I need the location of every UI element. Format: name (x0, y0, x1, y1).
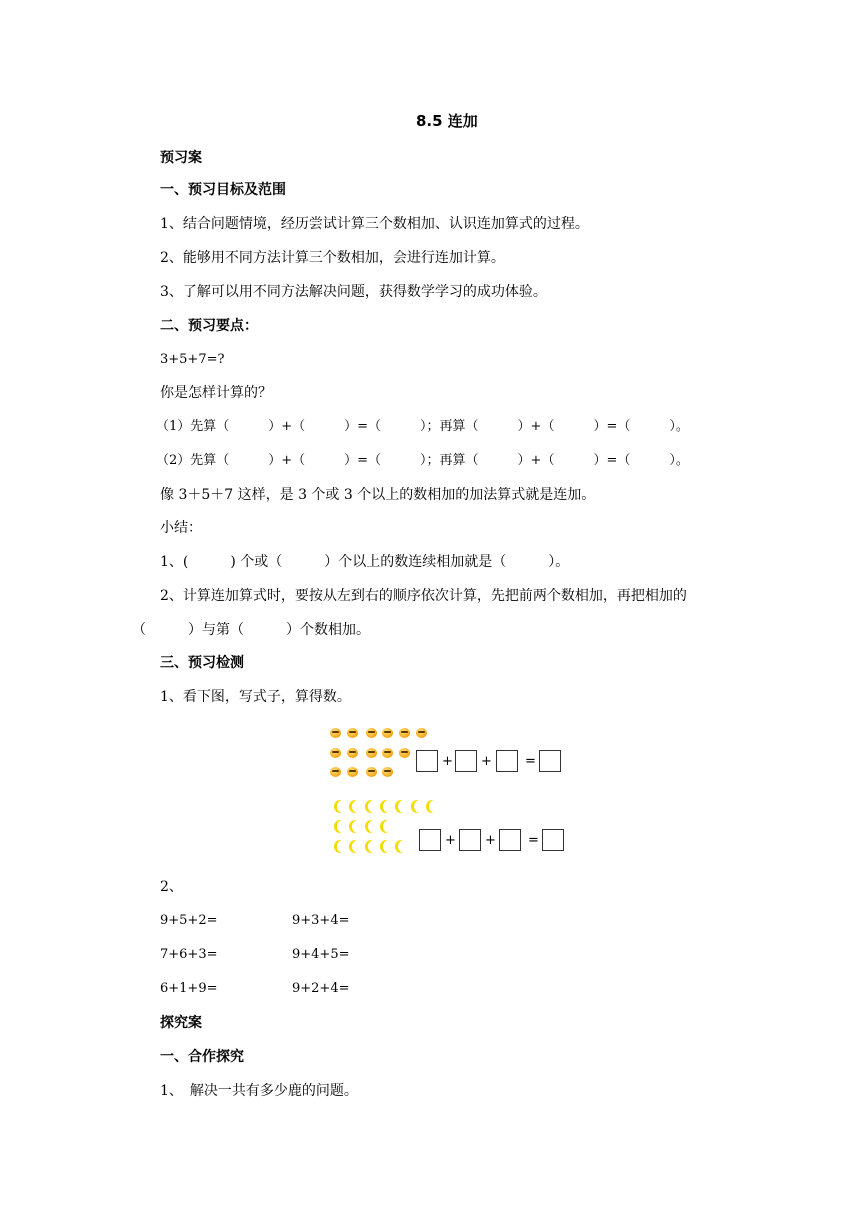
exercise: 9+3+4= (292, 913, 350, 928)
moon-icon (383, 800, 395, 813)
check-question-2: 2、 (160, 879, 183, 895)
sun-icon (366, 748, 377, 758)
sun-icon (347, 728, 358, 738)
answer-box[interactable] (499, 829, 521, 851)
section-heading: 二、预习要点： (160, 318, 258, 334)
preview-heading: 预习案 (160, 150, 202, 166)
page-title: 8.5 连加 (416, 112, 478, 130)
moon-icon (398, 840, 410, 853)
summary-2a: 2、计算连加算式时，要按从左到右的顺序依次计算，先把前两个数相加，再把相加的 (160, 588, 687, 604)
goal-item: 1、结合问题情境，经历尝试计算三个数相加、认识连加算式的过程。 (160, 216, 589, 232)
exercise: 6+1+9= (160, 981, 218, 996)
section-heading: 三、预习检测 (160, 655, 244, 671)
goal-item: 3、了解可以用不同方法解决问题，获得数学学习的成功体验。 (160, 284, 547, 300)
explore-heading: 探究案 (160, 1015, 202, 1031)
moon-icon (337, 840, 349, 853)
sun-icon (416, 728, 427, 738)
answer-box[interactable] (496, 750, 518, 772)
answer-box[interactable] (419, 829, 441, 851)
plus-sign: + (481, 754, 492, 769)
goal-item: 2、能够用不同方法计算三个数相加，会进行连加计算。 (160, 250, 505, 266)
equals-sign: = (525, 754, 536, 769)
sun-icon (382, 748, 393, 758)
moon-icon (352, 800, 364, 813)
question: 你是怎样计算的？ (160, 385, 272, 401)
exercise: 9+4+5= (292, 947, 350, 962)
answer-box[interactable] (539, 750, 561, 772)
plus-sign: + (485, 833, 496, 848)
answer-box[interactable] (459, 829, 481, 851)
moon-icon (352, 820, 364, 833)
moon-icon (383, 820, 395, 833)
answer-box[interactable] (542, 829, 564, 851)
method-2: （2）先算（ ）+（ ）=（ ）；再算（ ）+（ ）=（ ）。 (156, 453, 689, 468)
section-heading: 一、合作探究 (160, 1049, 244, 1065)
exercise: 9+2+4= (292, 981, 350, 996)
answer-box[interactable] (416, 750, 438, 772)
equation: 3+5+7=? (160, 352, 225, 367)
moon-icon (368, 840, 380, 853)
plus-sign: + (442, 754, 453, 769)
moon-icon (337, 800, 349, 813)
method-1: （1）先算（ ）+（ ）=（ ）；再算（ ）+（ ）=（ ）。 (156, 419, 689, 434)
sun-icon (330, 748, 341, 758)
explore-item: 1、 解决一共有多少鹿的问题。 (160, 1083, 358, 1099)
sun-icon (330, 728, 341, 738)
sun-icon (347, 767, 358, 777)
moon-icon (383, 840, 395, 853)
sun-icon (347, 748, 358, 758)
sun-icon (330, 767, 341, 777)
sun-icon (366, 728, 377, 738)
exercise: 9+5+2= (160, 913, 218, 928)
summary-1: 1、( ) 个或（ ）个以上的数连续相加就是（ ）。 (160, 554, 570, 570)
moon-icon (414, 800, 426, 813)
definition: 像 3＋5＋7 这样，是 3 个或 3 个以上的数相加的加法算式就是连加。 (160, 487, 596, 503)
equals-sign: = (528, 833, 539, 848)
moon-icon (352, 840, 364, 853)
answer-box[interactable] (455, 750, 477, 772)
sun-icon (382, 728, 393, 738)
summary-label: 小结： (160, 520, 202, 536)
sun-icon (366, 767, 377, 777)
moon-icon (429, 800, 441, 813)
suns-figure (326, 726, 576, 782)
moons-figure (330, 800, 580, 856)
moon-icon (368, 820, 380, 833)
summary-2b: （ ）与第（ ）个数相加。 (132, 622, 370, 638)
plus-sign: + (445, 833, 456, 848)
moon-icon (398, 800, 410, 813)
sun-icon (382, 767, 393, 777)
sun-icon (399, 728, 410, 738)
exercise: 7+6+3= (160, 947, 218, 962)
sun-icon (399, 748, 410, 758)
moon-icon (368, 800, 380, 813)
check-question-1: 1、看下图，写式子，算得数。 (160, 689, 351, 705)
section-heading: 一、预习目标及范围 (160, 182, 286, 198)
moon-icon (337, 820, 349, 833)
